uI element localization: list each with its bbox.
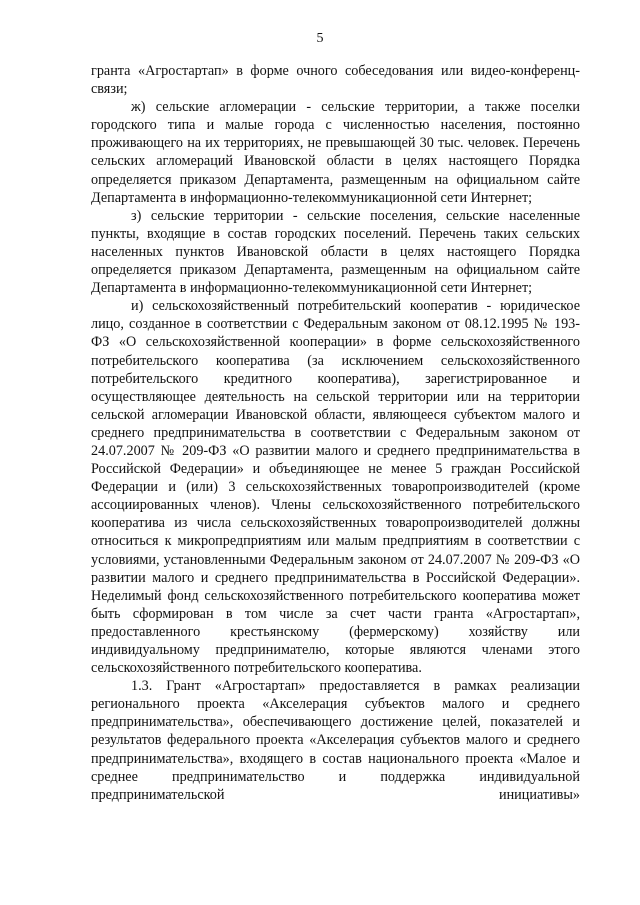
paragraph-grant-interview: гранта «Агростартап» в форме очного собеседования или видео-конференц-связи; <box>91 63 580 98</box>
document-body <box>91 62 580 804</box>
paragraph-section-1-3: 1.3. Грант «Агростартап» предоставляется в рамках реализации регионального проекта «Акселерация субъектов малого и среднего предпринимательства», обеспечивающего достижение целей, показателей и результатов федерального проекта «Акселерация субъектов малого и среднего предпринимательства», входящего в состав национального проекта «Малое и среднее предпринимательство и поддержка индивидуальной предпринимательской инициативы» <box>91 678 580 803</box>
paragraph-agricultural-cooperative: и) сельскохозяйственный потребительский кооператив - юридическое лицо, созданное в соответствии с Федеральным законом от 08.12.1995 № 193-ФЗ «О сельскохозяйственной кооперации» в форме сельскохозяйственного потребительского кооператива (за исключением сельскохозяйственного потребительского кредитного кооператива), зарегистрированное и осуществляющее деятельность на сельской территории или на территории сельской агломерации Ивановской области, являющееся субъектом малого и среднего предпринимательства в соответствии с Федеральным законом от 24.07.2007 № 209-ФЗ «О развитии малого и среднего предпринимательства в Российской Федерации» и объединяющее не менее 5 граждан Российской Федерации и (или) 3 сельскохозяйственных товаропроизводителей (кроме ассоциированных членов). Члены сельскохозяйственного потребительского кооператива из числа сельскохозяйственных товаропроизводителей должны относиться к микропредприятиям или малым предприятиям в соответствии с условиями, установленными Федеральным законом от 24.07.2007 № 209-ФЗ «О развитии малого и среднего предпринимательства в Российской Федерации». Неделимый фонд сельскохозяйственного потребительского кооператива может быть сформирован в том числе за счет части гранта «Агростартап», предоставленного крестьянскому (фермерскому) хозяйству или индивидуальному предпринимателю, которые являются членами этого сельскохозяйственного потребительского кооператива. <box>91 298 580 677</box>
paragraph-rural-agglomerations: ж) сельские агломерации - сельские территории, а также поселки городского типа и малые города с численностью населения, постоянно проживающего на их территориях, не превышающей 30 тыс. человек. Перечень сельских агломераций Ивановской области в целях настоящего Порядка определяется приказом Департамента, размещенным на официальном сайте Департамента в информационно-телекоммуникационной сети Интернет; <box>91 99 580 206</box>
page-number: 5 <box>316 31 324 46</box>
paragraph-rural-territories: з) сельские территории - сельские поселения, сельские населенные пункты, входящие в состав городских поселений. Перечень таких сельских населенных пунктов Ивановской области в целях настоящего Порядка определяется приказом Департамента, размещенным на официальном сайте Департамента в информационно-телекоммуникационной сети Интернет; <box>91 207 580 297</box>
